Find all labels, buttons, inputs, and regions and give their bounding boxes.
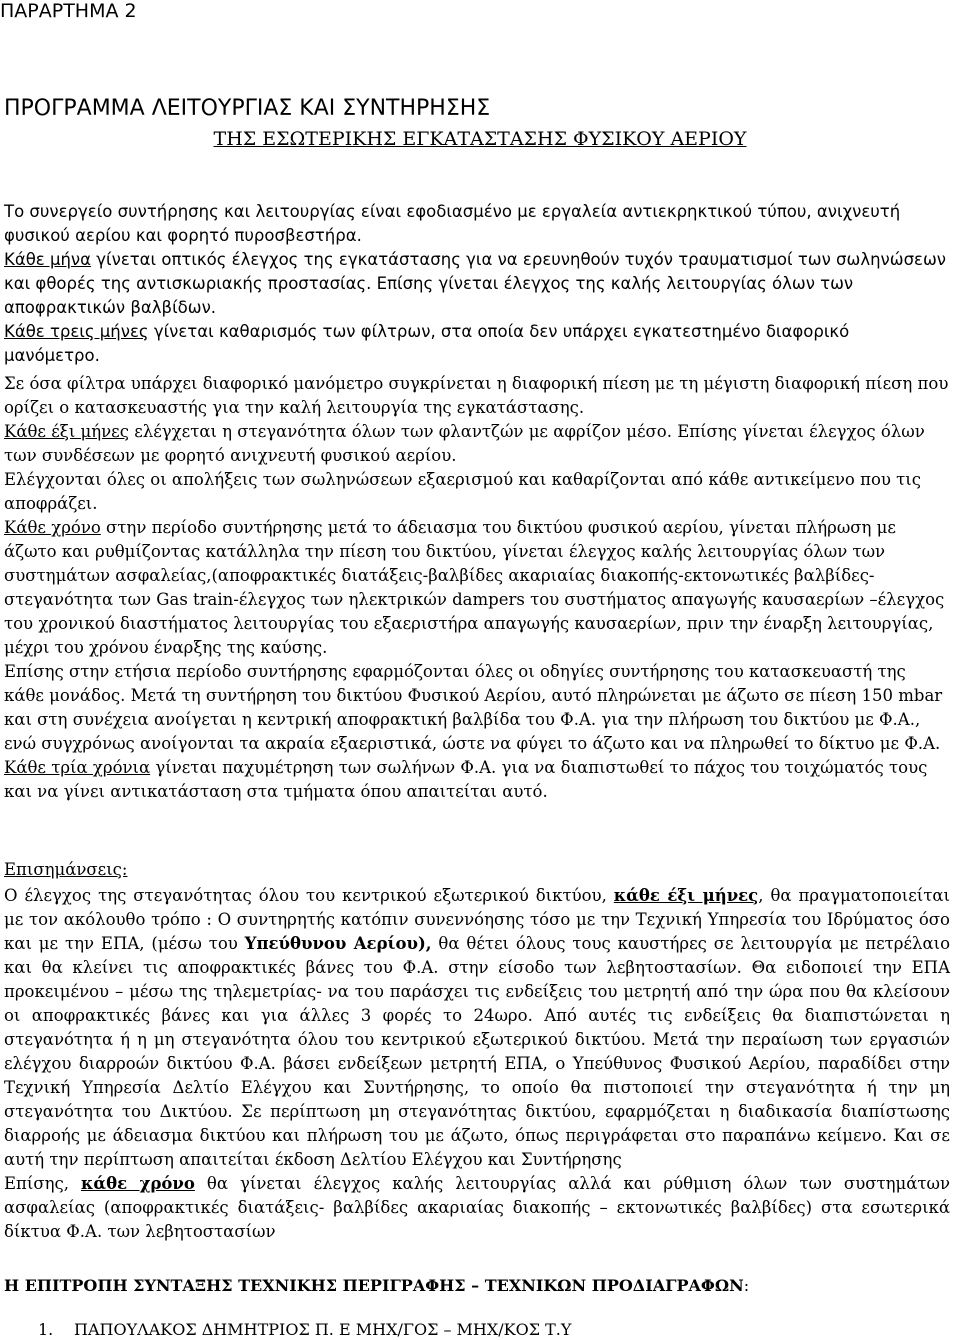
remarks-p2-text-c: θα γίνεται έλεγχος καλής λειτουργίας αλλά και ρύθμιση όλων των συστημάτων ασφαλείας (αποφρακτικές διατάξεις- βαλβίδες ακαριαίας διακοπής – εκτονωτικές βαλβίδες) στα εσωτερικά δίκτυα Φ.Α. των λεβητοστασίων <box>4 1174 950 1241</box>
three-months-paragraph <box>4 320 950 368</box>
monthly-text: γίνεται οπτικός έλεγχος της εγκατάστασης για να ερευνηθούν τυχόν τραυματισμοί των σωληνώσεων και φθορές της αντισκωριακής προστασίας. Επίσης γίνεται έλεγχος της καλής λειτουργίας όλων των αποφρακτικών βαλβίδων. <box>4 250 946 317</box>
list-item-number: 1. <box>38 1320 54 1339</box>
remarks-paragraph-1 <box>4 884 950 1172</box>
remarks-heading-text: Επισημάνσεις: <box>4 860 128 879</box>
annual-period-paragraph: Επίσης στην ετήσια περίοδο συντήρησης εφαρμόζονται όλες οι οδηγίες συντήρησης του κατασκευαστή της κάθε μονάδος. Μετά τη συντήρηση του δικτύου Φυσικού Αερίου, αυτό πληρώνεται με άζωτο σε πίεση 150 mbar και στη συνέχεια ανοίγεται η κεντρική αποφρακτική βαλβίδα του Φ.Α. για την πλήρωση του δικτύου με Φ.Α., ενώ συγχρόνως ανοίγονται τα ακραία εξαεριστικά, ώστε να φύγει το άζωτο και να πληρωθεί το δίκτυο με Φ.Α. <box>4 662 943 753</box>
subtitle-text: ΤΗΣ ΕΣΩΤΕΡΙΚΗΣ ΕΓΚΑΤΑΣΤΑΣΗΣ ΦΥΣΙΚΟΥ ΑΕΡΙΟΥ <box>213 128 747 150</box>
six-months-text: ελέγχεται η στεγανότητα όλων των φλαντζών με αφρίζον μέσο. Επίσης γίνεται έλεγχος όλων των συνδέσεων με φορητό ανιχνευτή φυσικού αερίου. <box>4 422 925 465</box>
list-item <box>38 1320 571 1340</box>
yearly-text: στην περίοδο συντήρησης μετά το άδειασμα του δικτύου φυσικού αερίου, γίνεται πλήρωση με άζωτο και ρυθμίζοντας κατάλληλα την πίεση του δικτύου, γίνεται έλεγχος καλής λειτουργίας όλων των συστημάτων ασφαλείας,(αποφρακτικές διατάξεις-βαλβίδες ακαριαίας διακοπής-εκτονωτικές βαλβίδες-στεγανότητα των Gas train-έλεγχος των ηλεκτρικών dampers του συστήματος απαγωγής καυσαερίων –έλεγχος του χρονικού διαστήματος λειτουργίας του εξαεριστήρα απαγωγής καυσαερίων, πριν την έναρξη λειτουργίας, μέχρι του χρόνου έναρξης της καύσης. <box>4 518 945 657</box>
schedule-continued <box>4 372 950 804</box>
six-months-lead: Κάθε έξι μήνες <box>4 422 129 441</box>
remarks-p1-text-c: , θα πραγματοποιείται με τον ακόλουθο τρόπο : Ο συντηρητής κατόπιν συνεννόησης τόσο με την Τεχνική Υπηρεσία του Ιδρύματος όσο και με την ΕΠΑ, (μέσω του <box>4 886 950 953</box>
page-subtitle <box>0 126 960 152</box>
remarks-p1-text-e: θα θέτει όλους τους καυστήρες σε λειτουργία με πετρέλαιο και θα κλείνει τις αποφρακτικές βάνες του Φ.Α. στην είσοδο των λεβητοστασίων. Θα ειδοποιεί την ΕΠΑ προκειμένου – μέσω της τηλεμετρίας- να του παράσχει τις ενδείξεις του μετρητή από την ώρα που θα κλείσουν οι αποφρακτικές βάνες και για άλλες 3 φορές το 24ωρο. Από αυτές τις ενδείξεις θα διαπιστώνεται η στεγανότητα ή η μη στεγανότητα όλου του κεντρικού εξωτερικού δικτύου. Μετά την περαίωση των εργασιών ελέγχου διαρροών δικτύου Φ.Α. βάσει ενδείξεων μετρητή ΕΠΑ, ο Υπεύθυνος Φυσικού Αερίου, παραδίδει στην Τεχνική Υπηρεσία Δελτίο Ελέγχου και Συντήρησης, το οποίο θα πιστοποιεί την στεγανότητα ή την μη στεγανότητα του Δικτύου. Σε περίπτωση μη στεγανότητας δικτύου, εφαρμόζεται η διαδικασία διαπίστωσης διαρροής με άδειασμα δικτύου και πλήρωση του με άζωτο, όπως περιγράφεται στο παραπάνω κείμενο. Και σε αυτή την περίπτωση απαιτείται έκδοση Δελτίου Ελέγχου και Συντήρησης <box>4 934 950 1169</box>
three-months-text: γίνεται καθαρισμός των φίλτρων, στα οποία δεν υπάρχει εγκατεστημένο διαφορικό μανόμετρο. <box>4 322 850 365</box>
remarks-p1-bold: Υπεύθυνου Αερίου), <box>244 934 432 953</box>
committee-heading-colon: : <box>743 1276 750 1295</box>
monthly-paragraph <box>4 248 950 320</box>
list-item-name: ΠΑΠΟΥΛΑΚΟΣ ΔΗΜΗΤΡΙΟΣ Π. Ε ΜΗΧ/ΓΟΣ – ΜΗΧ/ΚΟΣ Τ.Υ <box>74 1320 572 1339</box>
committee-heading-text: Η ΕΠΙΤΡΟΠΗ ΣΥΝΤΑΞΗΣ ΤΕΧΝΙΚΗΣ ΠΕΡΙΓΡΑΦΗΣ – ΤΕΧΝΙΚΩΝ ΠΡΟΔΙΑΓΡΑΦΩΝ <box>4 1276 744 1295</box>
three-years-lead: Κάθε τρία χρόνια <box>4 758 151 777</box>
committee-members-list <box>38 1320 571 1340</box>
remarks-p2-text-a: Επίσης, <box>4 1174 81 1193</box>
monthly-lead: Κάθε μήνα <box>4 250 92 269</box>
exhaust-paragraph: Ελέγχονται όλες οι απολήξεις των σωληνώσεων εξαερισμού και καθαρίζονται από κάθε αντικείμενο που τις αποφράζει. <box>4 470 922 513</box>
remarks-paragraph-2 <box>4 1172 950 1244</box>
yearly-paragraph <box>4 516 950 660</box>
intro-paragraph: Το συνεργείο συντήρησης και λειτουργίας είναι εφοδιασμένο με εργαλεία αντιεκρηκτικού τύπου, ανιχνευτή φυσικού αερίου και φορητό πυροσβεστήρα. <box>4 202 901 245</box>
remarks-p1-text-a: Ο έλεγχος της στεγανότητας όλου του κεντρικού εξωτερικού δικτύου, <box>4 886 614 905</box>
page-title: ΠΡΟΓΡΑΜΜΑ ΛΕΙΤΟΥΡΓΙΑΣ ΚΑΙ ΣΥΝΤΗΡΗΣΗΣ <box>4 96 491 121</box>
remarks-p1-emphasis: κάθε έξι μήνες <box>613 886 759 905</box>
six-months-paragraph <box>4 420 950 468</box>
three-years-paragraph <box>4 756 950 804</box>
three-years-text: γίνεται παχυμέτρηση των σωλήνων Φ.Α. για να διαπιστωθεί το πάχος του τοιχώματός τους και να γίνει αντικατάσταση στα τμήματα όπου απαιτείται αυτό. <box>4 758 928 801</box>
committee-heading <box>4 1274 950 1298</box>
annex-label: ΠΑΡΑΡΤΗΜΑ 2 <box>0 0 137 22</box>
remarks-p2-emphasis: κάθε χρόνο <box>81 1174 195 1193</box>
filters-paragraph: Σε όσα φίλτρα υπάρχει διαφορικό μανόμετρο συγκρίνεται η διαφορική πίεση με τη μέγιστη διαφορική πίεση που ορίζει ο κατασκευαστής για την καλή λειτουργία της εγκατάστασης. <box>4 374 949 417</box>
yearly-lead: Κάθε χρόνο <box>4 518 101 537</box>
remarks-heading <box>4 858 950 882</box>
remarks-section <box>4 884 950 1244</box>
three-months-lead: Κάθε τρεις μήνες <box>4 322 149 341</box>
maintenance-schedule <box>4 200 950 368</box>
